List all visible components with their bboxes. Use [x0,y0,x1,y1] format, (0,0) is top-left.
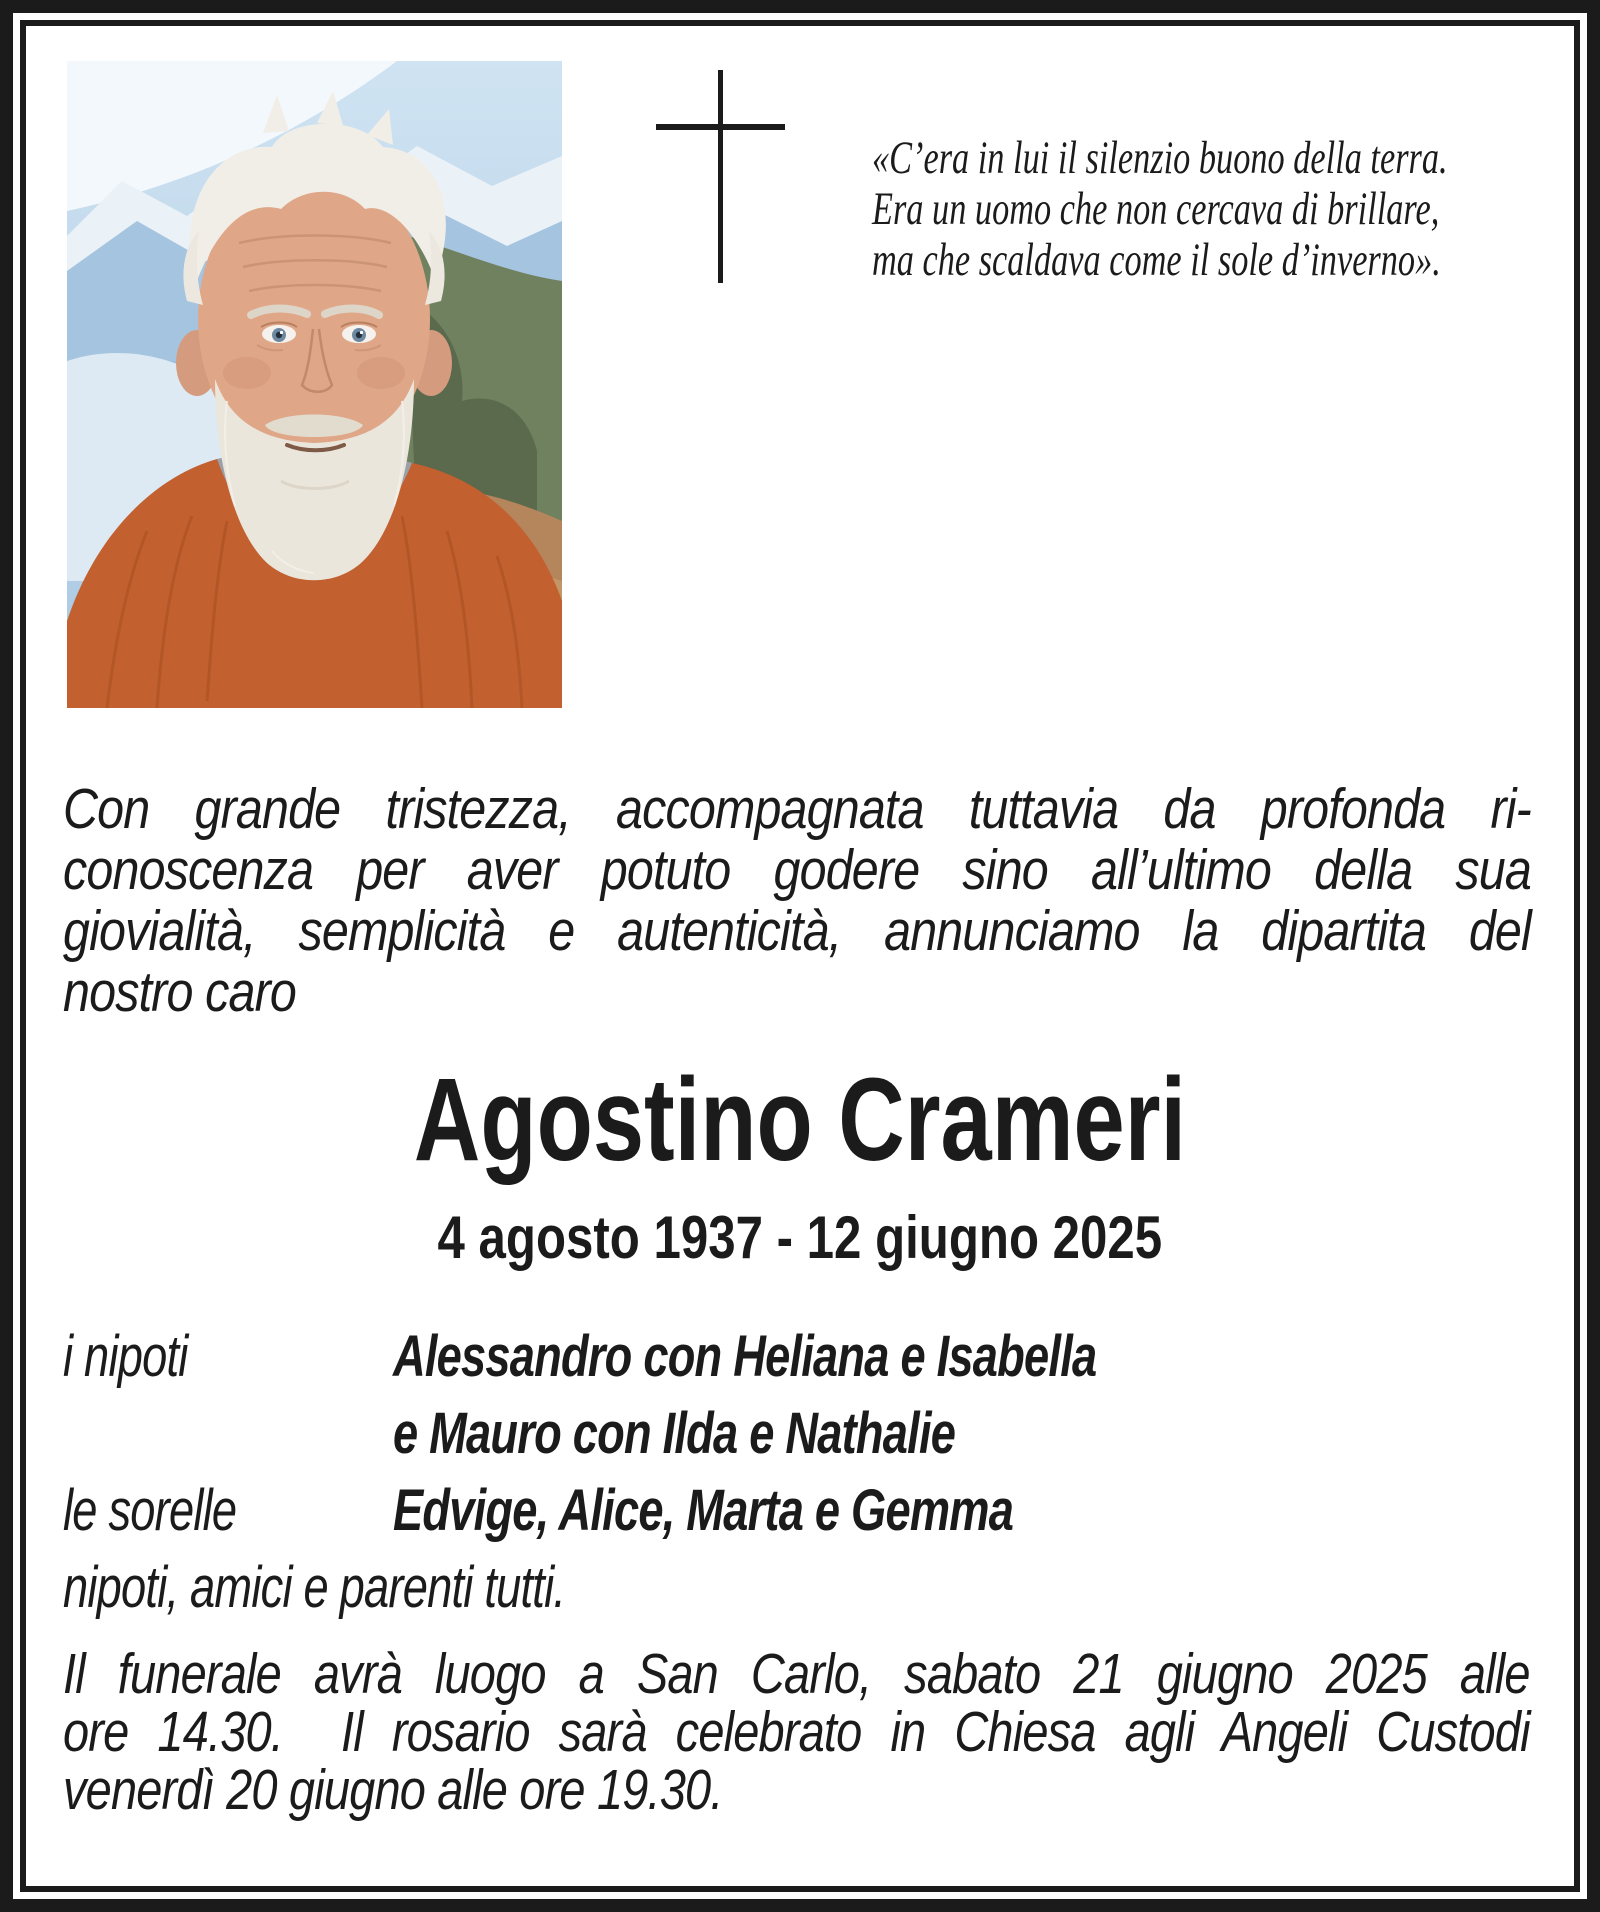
portrait-photo [67,61,562,708]
deceased-name-row [0,1054,1600,1186]
family-relation-label: le sorelle [63,1478,237,1543]
deceased-name: Agostino Crameri [413,1054,1187,1186]
portrait-illustration [67,61,562,708]
cheek-left [223,357,271,389]
funeral-line: Il funerale avrà luogo a San Carlo, sabato 21 giugno 2025 alle [63,1642,1530,1706]
family-row [63,1318,1545,1395]
cheek-right [357,357,405,389]
quote-line: ma che scaldava come il sole d’inverno». [872,234,1441,286]
announcement-line: Con grande tristezza, accompagnata tuttavia da profonda ri- [63,777,1531,841]
life-dates-row [0,1204,1600,1271]
funeral-line: ore 14.30. Il rosario sarà celebrato in Chiesa agli Angeli Custodi [63,1700,1530,1764]
family-closing-line: nipoti, amici e parenti tutti. [63,1555,566,1620]
life-dates: 4 agosto 1937 - 12 giugno 2025 [437,1204,1163,1271]
family-row [63,1472,1545,1549]
family-names: e Mauro con Ilda e Nathalie [392,1401,956,1466]
quote-line: Era un uomo che non cercava di brillare, [872,183,1440,235]
announcement-line: nostro caro [63,960,297,1024]
cross-vertical-bar [718,70,723,283]
family-relation-label: i nipoti [63,1324,188,1389]
memorial-quote [872,133,1587,286]
family-names: Alessandro con Heliana e Isabella [392,1324,1097,1389]
funeral-announcement [63,1642,1530,1822]
cross-horizontal-bar [656,124,785,130]
family-names: Edvige, Alice, Marta e Gemma [392,1478,1014,1543]
family-row [63,1395,1545,1472]
announcement-line: giovialità, semplicità e autenticità, annunciamo la dipartita del [63,899,1531,963]
quote-line: «C’era in lui il silenzio buono della terra. [872,132,1448,184]
announcement-line: conoscenza per aver potuto godere sino all’ultimo della sua [63,838,1531,902]
announcement-paragraph [63,779,1531,1023]
funeral-line: venerdì 20 giugno alle ore 19.30. [63,1758,723,1822]
family-list [63,1318,1545,1626]
